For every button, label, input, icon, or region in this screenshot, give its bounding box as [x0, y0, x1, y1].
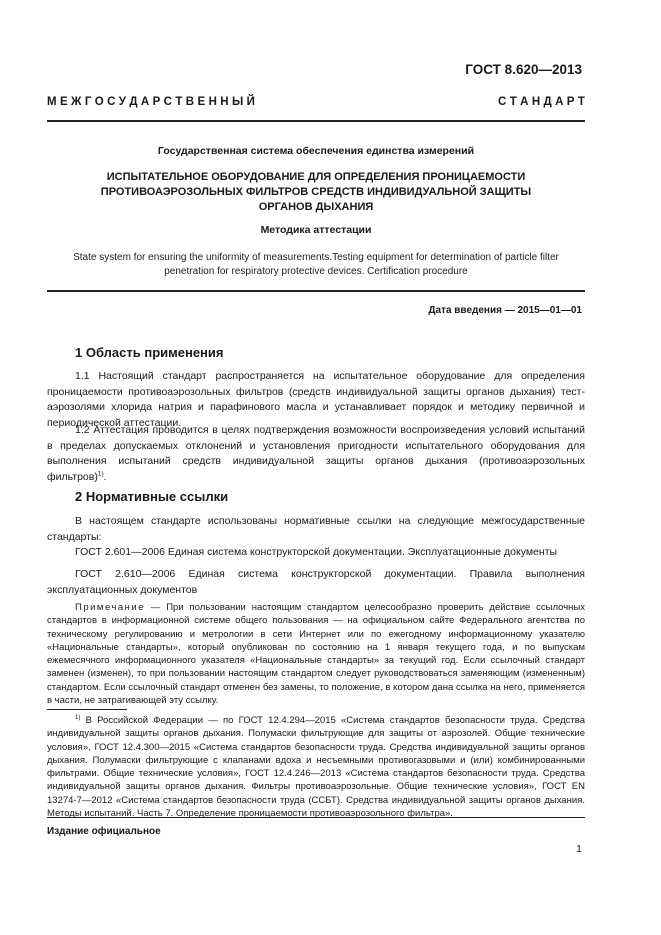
footnote-marker: 1) — [75, 714, 81, 721]
english-title — [47, 251, 585, 279]
english-title-line: State system for ensuring the uniformity of measurements.Testing equipment for determination of particle filter — [73, 252, 559, 263]
reference-gost-2-610: ГОСТ 2.610—2006 Единая система конструкторской документации. Правила выполнения эксплуатационных документов — [47, 568, 585, 596]
section-2-heading: 2 Нормативные ссылки — [75, 489, 229, 504]
main-title-line: ПРОТИВОАЭРОЗОЛЬНЫХ ФИЛЬТРОВ СРЕДСТВ ИНДИВИДУАЛЬНОЙ ЗАЩИТЫ — [100, 186, 532, 198]
standard-number: ГОСТ 8.620—2013 — [465, 62, 582, 77]
paragraph-1-2-end: . — [103, 470, 107, 483]
subtitle: Методика аттестации — [260, 224, 372, 236]
note-text: — При пользовании настоящим стандартом целесообразно проверить действие ссылочных стандартов в информационной системе общего пользования — на официальном сайте Федерального агентства по техническому регулированию и метрологии в сети Интернет или по ежегодному информационному указателю «Национальные стандарты», который опубликован по состоянию на 1 января текущего года, и по выпускам ежемесячного информационного указателя «Национальные стандарты» за текущий год. Если ссылочный стандарт заменен (изменен), то при пользовании настоящим стандартом следует руководствоваться заменяющим (измененным) стандартом. Если ссылочный стандарт отменен без замены, то положение, в котором дана ссылка на него, применяется в части, не затрагивающей эту ссылку. — [47, 602, 585, 707]
footnote — [47, 714, 585, 820]
introduction-date: Дата введения — 2015—01—01 — [428, 305, 582, 316]
paragraph-1-2-text: 1.2 Аттестация проводится в целях подтверждения возможности воспроизведения условий испытаний в пределах допускаемых отклонений и установления пригодности испытательного оборудования для выполнения испытаний средств индивидуальной защиты органов дыхания (противоаэрозольных фильтров) — [47, 424, 585, 483]
middle-divider — [47, 290, 585, 292]
main-title-line: ОРГАНОВ ДЫХАНИЯ — [258, 201, 374, 213]
main-title-line: ИСПЫТАТЕЛЬНОЕ ОБОРУДОВАНИЕ ДЛЯ ОПРЕДЕЛЕНИЯ ПРОНИЦАЕМОСТИ — [106, 171, 526, 183]
reference-gost-2-601: ГОСТ 2.601—2006 Единая система конструкторской документации. Эксплуатационные документы — [75, 546, 558, 558]
paragraph-1-2 — [47, 423, 585, 485]
paragraph-1-1: 1.1 Настоящий стандарт распространяется на испытательное оборудование для определения проницаемости противоаэрозольных фильтров (средств индивидуальной защиты органов дыхания) тест-аэрозолями хлорида натрия и парафинового масла и устанавливает порядок и методику первичной и периодической аттестации. — [47, 370, 585, 429]
banner-word-standard: С Т А Н Д А Р Т — [498, 96, 585, 108]
bottom-divider — [47, 817, 585, 818]
official-edition: Издание официальное — [47, 826, 161, 837]
banner-word-interstate: М Е Ж Г О С У Д А Р С Т В Е Н Н Ы Й — [47, 96, 255, 108]
note-label: Примечание — [75, 602, 145, 613]
system-title: Государственная система обеспечения единства измерений — [157, 145, 475, 157]
note — [47, 601, 585, 707]
footnote-ref: 1) — [97, 470, 104, 477]
section-1-heading: 1 Область применения — [75, 345, 224, 360]
top-divider — [47, 120, 585, 122]
footnote-text: В Российской Федерации — по ГОСТ 12.4.294—2015 «Система стандартов безопасности труда. Средства индивидуальной защиты органов дыхания. Полумаски фильтрующие для защиты от аэрозолей. Общие технические условия», ГОСТ 12.4.300—2015 «Система стандартов безопасности труда. Средства индивидуальной защиты органов дыхания. Полумаски фильтрующие с клапанами вдоха и несъемными противогазовыми и (или) комбинированными фильтрами. Общие технические условия», ГОСТ 12.4.246—2013 «Система стандартов безопасности труда. Средства индивидуальной защиты органов дыхания. Фильтры противоаэрозольные. Общие технические условия», ГОСТ EN 13274-7—2012 «Система стандартов безопасности труда (ССБТ). Средства индивидуальной защиты органов дыхания. Методы испытаний. Часть 7. Определение проницаемости противоаэрозольного фильтра». — [47, 715, 585, 820]
english-title-line: penetration for respiratory protective devices. Certification procedure — [164, 266, 468, 277]
paragraph-2-intro: В настоящем стандарте использованы нормативные ссылки на следующие межгосударственные стандарты: — [47, 515, 585, 543]
main-title — [47, 170, 585, 215]
page-number: 1 — [576, 843, 582, 855]
footnote-divider — [47, 709, 127, 710]
